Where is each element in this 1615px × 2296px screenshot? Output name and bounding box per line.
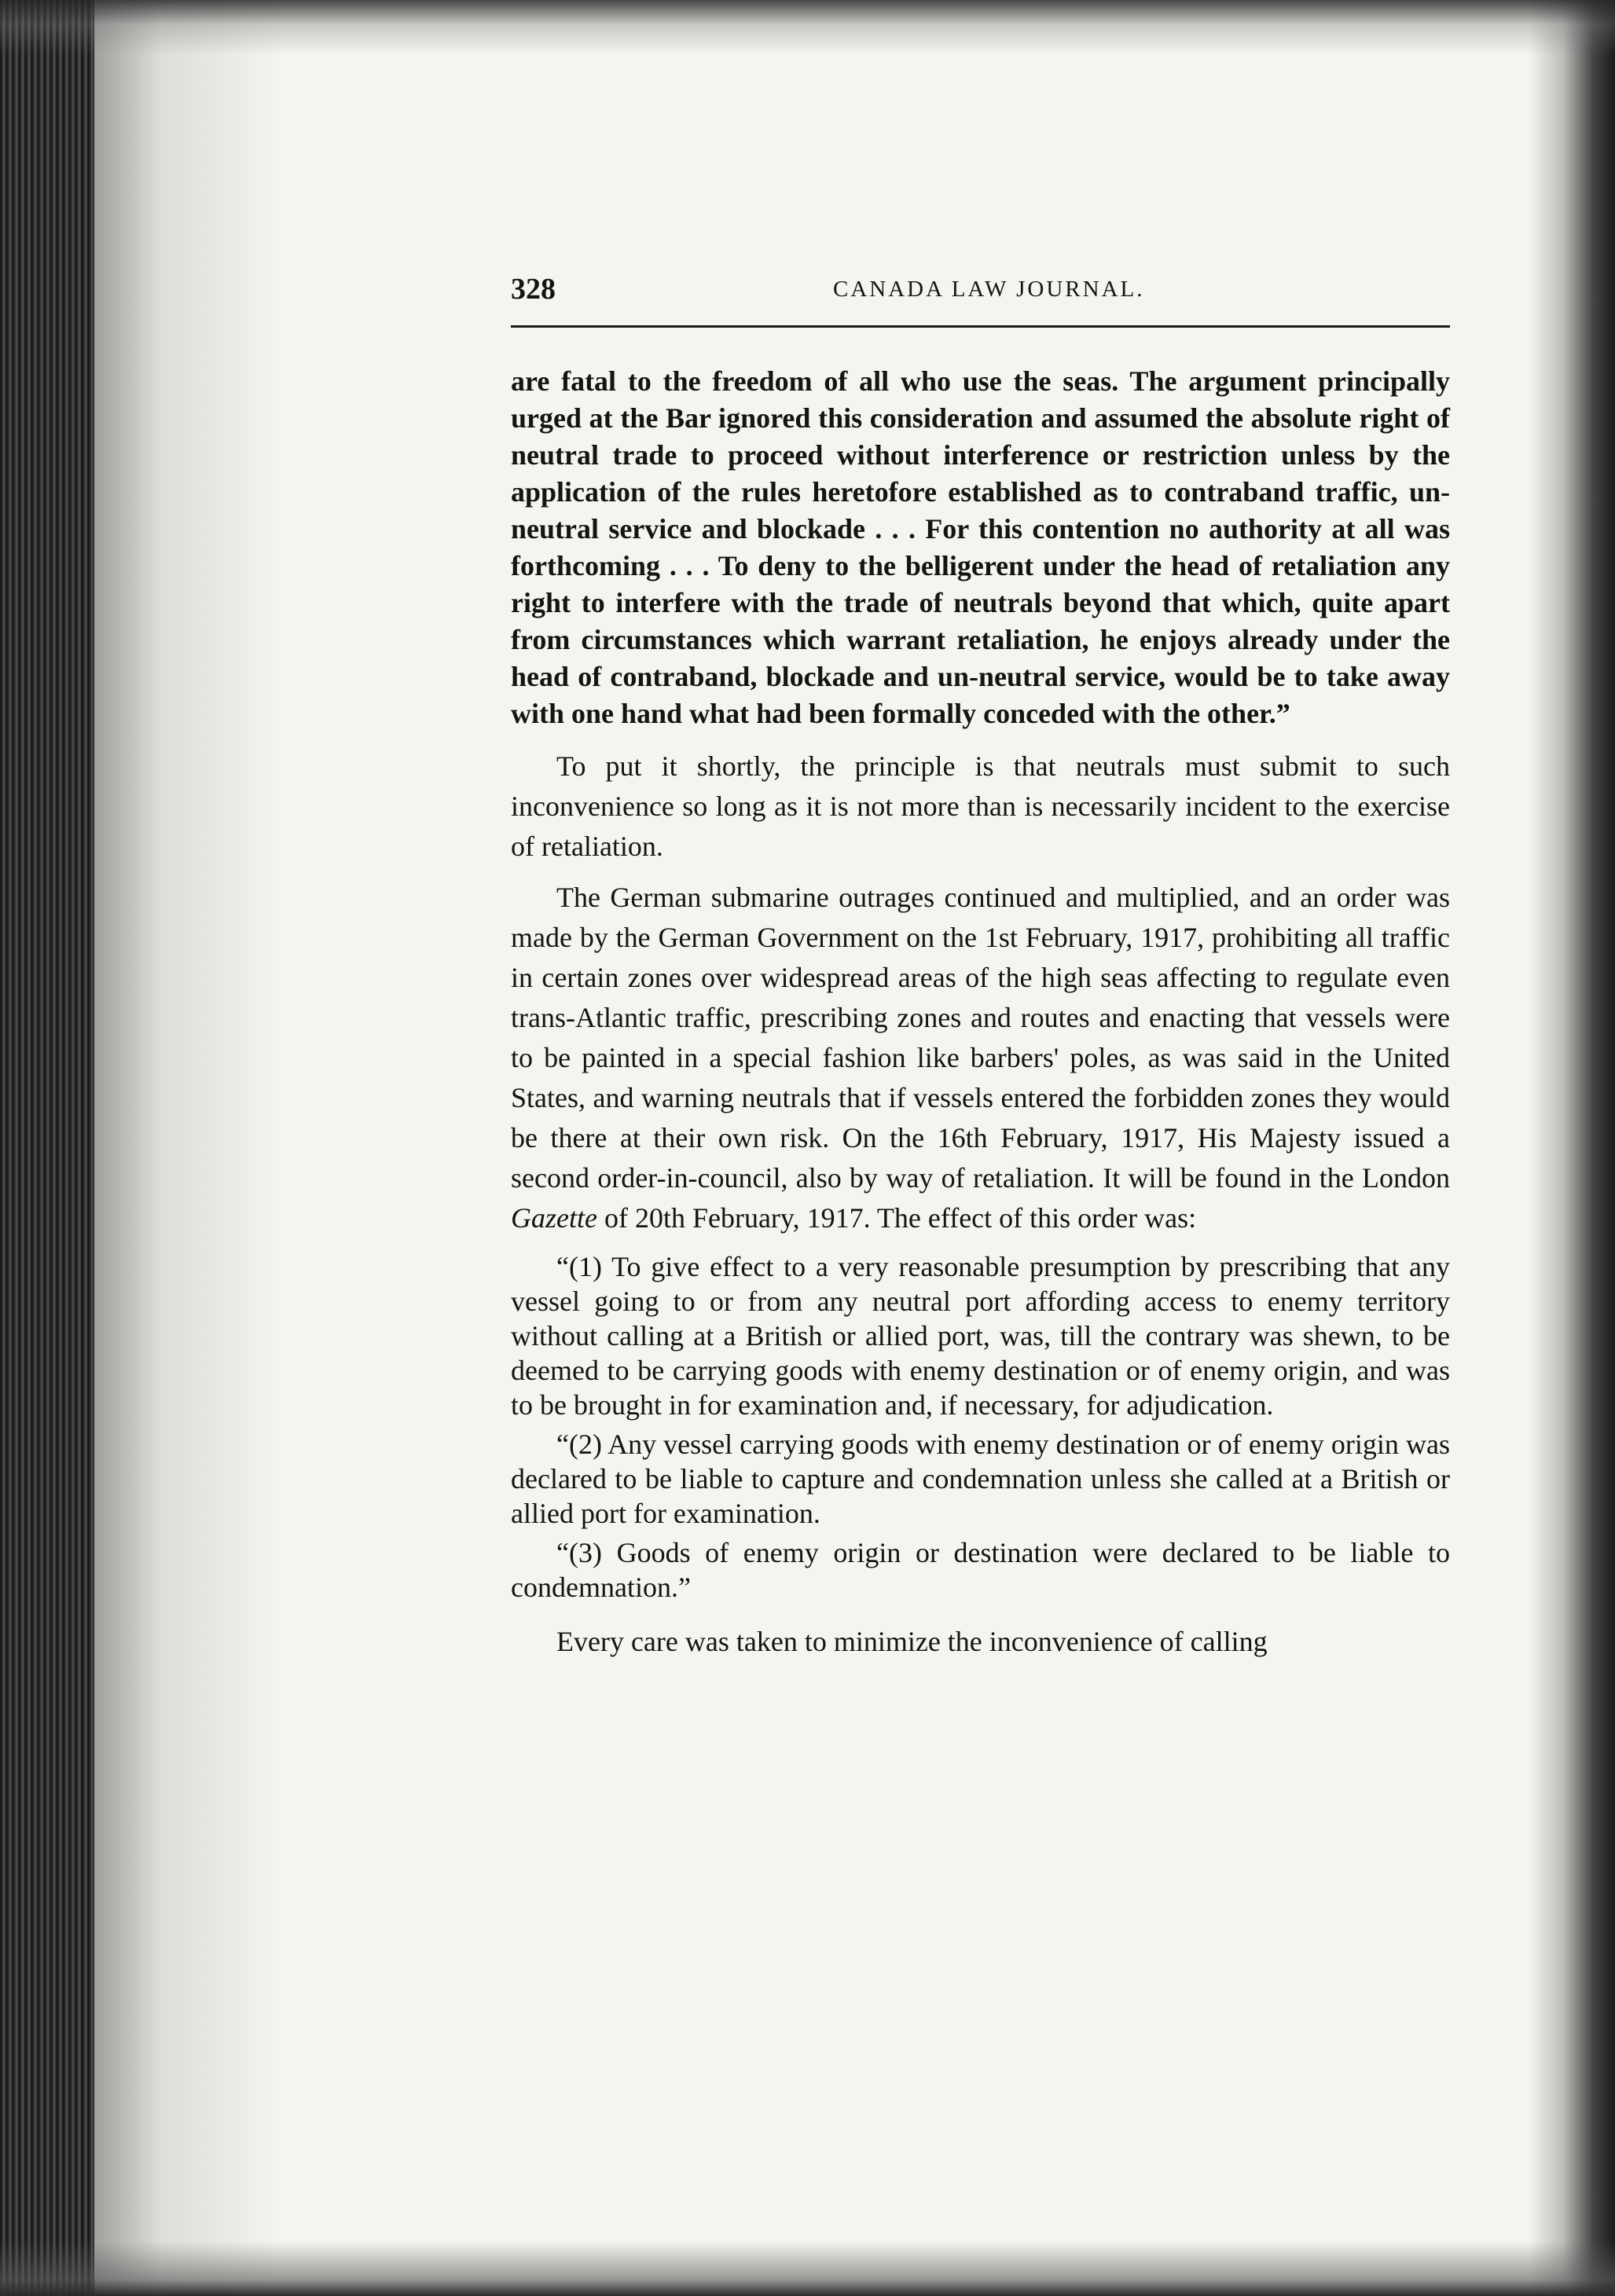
binding-fade [94,0,283,2296]
order-clause-1: “(1) To give effect to a very reasonable presumption by prescribing that any vessel going to or from any neutral port affording access to enemy territory without calling at a British or allied port, was, till the contrary was shewn, to be deemed to be carrying goods with enemy destination or of enemy origin, and was to be brought in for examination and, if necessary, for adjudication. [511,1251,1450,1421]
page-header [511,272,1450,319]
page-binding-shadow [0,0,94,2296]
paragraph-text: The German submarine outrages continued and multiplied, and an order was made by the German Government on the 1st February, 1917, prohibiting all traffic in certain zones over widespread areas of the high seas affecting to regulate even trans-Atlantic traffic, prescribing zones and routes and enacting that vessels were to be painted in a special fashion like barbers' poles, as was said in the United States, and warning neutrals that if vessels entered the forbidden zones they would be there at their own risk. On the 16th February, 1917, His Majesty issued a second order-in-council, also by way of retaliation. It will be found in the London [511,882,1450,1194]
body-paragraph-german-order [511,878,1450,1238]
body-paragraph-closing: Every care was taken to minimize the inconvenience of calling [556,1626,1268,1657]
body-paragraph-principle: To put it shortly, the principle is that neutrals must submit to such inconvenience so long as it is not more than is necessarily incident to the exercise of retaliation. [511,750,1450,862]
quoted-judgment-paragraph: are fatal to the freedom of all who use the seas. The argument principally urged at the Bar ignored this consideration and assumed the absolute right of neutral trade to proceed without interference or restriction unless by the application of the rules heretofore established as to contraband traffic, un-neutral service and blockade . . . For this contention no authority at all was forthcoming . . . To deny to the belligerent under the head of retaliation any right to interfere with the trade of neutrals beyond that which, quite apart from circumstances which warrant retaliation, he enjoys already under the head of contraband, blockade and un-neutral service, would be to take away with one hand what had been formally conceded with the other.” [511,365,1450,729]
page-number: 328 [511,273,556,306]
gazette-title: Gazette [511,1202,597,1234]
top-page-edge [0,0,1615,55]
bottom-page-edge [0,2241,1615,2296]
order-clause-2: “(2) Any vessel carrying goods with enemy destination or of enemy origin was declared to be liable to capture and condemnation unless she called at a British or allied port for examination. [511,1429,1450,1529]
page-body [511,363,1450,1662]
header-rule [511,325,1450,328]
paragraph-text-end: of 20th February, 1917. The effect of this order was: [596,1202,1197,1234]
order-clause-3: “(3) Goods of enemy origin or destination were declared to be liable to condemnation.” [511,1537,1450,1603]
running-title: CANADA LAW JOURNAL. [833,277,1145,302]
right-page-edge [1529,0,1615,2296]
